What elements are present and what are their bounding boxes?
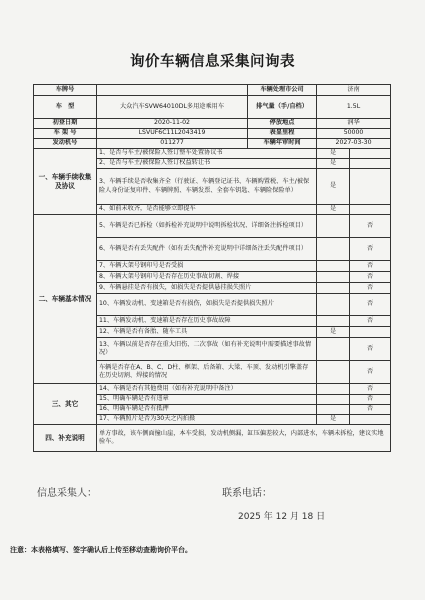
inquiry-form-table [33, 84, 391, 452]
collector-label: 信息采集人： [37, 488, 97, 499]
row-no: 否 [350, 361, 391, 384]
row-no: 否 [350, 384, 391, 395]
vin-value: LSVUF6C11L2043419 [97, 129, 248, 139]
row-yes: 是 [317, 415, 350, 425]
row-text: 车辆是否存在A、B、C、D柱、框架、后备箱、大梁、车顶、发动机引擎盖存在历史切割、焊接的情况 [97, 361, 317, 384]
row-no: 否 [350, 272, 391, 283]
row-yes [317, 294, 350, 316]
row-yes [317, 316, 350, 327]
row-text: 6、车辆是否有丢失配件（如有丢失配件补充说明中详细备注丢失配件项目） [97, 238, 317, 261]
row-no [350, 205, 391, 215]
row-text: 13、车辆以前是否存在重大旧伤、二次事故（如有补充说明中需要描述事故情况） [97, 338, 317, 361]
mileage-value: 50000 [317, 129, 391, 139]
row-text: 10、车辆发动机、变速箱是否有损伤，如损失是否提供损失照片 [97, 294, 317, 316]
model-value: 大众汽车SVW64010DL多用途乘用车 [97, 96, 248, 119]
row-no: 否 [350, 261, 391, 272]
row-no [350, 327, 391, 338]
row-no: 否 [350, 405, 391, 415]
plate-label: 车牌号 [34, 85, 97, 96]
row-text: 16、明确车辆是否有抵押 [97, 405, 317, 415]
location-value: 济南 [317, 85, 391, 96]
row-text: 8、车辆大架号钢印号是否存在历史事故切割、焊接 [97, 272, 317, 283]
row-no: 否 [350, 283, 391, 294]
row-yes [317, 361, 350, 384]
section-remarks: 四、补充说明 [34, 425, 97, 452]
row-yes: 是 [317, 169, 350, 205]
row-no [350, 169, 391, 205]
row-text: 5、车辆是否已拆检（如拆检补充说明中说明拆检状况、详细备注拆检项目） [97, 215, 317, 238]
section-procedures: 一、车辆手续收集及协议 [34, 149, 97, 215]
form-title: 询价车辆信息采集问询表 [130, 54, 295, 70]
location-label: 车辆处理市公司 [248, 85, 317, 96]
row-text: 12、车辆是否有备胎、随车工具 [97, 327, 317, 338]
engine-label: 发动机号 [34, 139, 97, 149]
row-no [350, 149, 391, 159]
row-text: 3、车辆手续是否收集齐全（行驶证、车辆登记证书、车辆购置税、车主/被保险人身份证复印件、车辆牌照、车辆发票、全套车钥匙、车辆险保险单） [97, 169, 317, 205]
reg-date-label: 初登日期 [34, 119, 97, 129]
row-yes [317, 405, 350, 415]
vin-label: 车 架 号 [34, 129, 97, 139]
row-yes [317, 384, 350, 395]
remark-text: 单方事故，该车侧面撞山崖，本车受损，发动机侧漏，缸压偏差较大，内部进水，车辆未拆检，建议实地验车。 [97, 425, 391, 452]
row-text: 17、车辆照片是否为30天之内拍摄 [97, 415, 317, 425]
row-yes: 是 [317, 327, 350, 338]
row-no [350, 159, 391, 169]
row-yes: 是 [317, 149, 350, 159]
row-yes [317, 238, 350, 261]
row-yes: 是 [317, 205, 350, 215]
reg-date-value: 2020-11-02 [97, 119, 248, 129]
row-text: 2、是否与车主/被保险人签订权益转让书 [97, 159, 317, 169]
park-label: 停放地点 [248, 119, 317, 129]
row-text: 9、车辆悬挂是否有损失，如损失是否提供悬挂损失照片 [97, 283, 317, 294]
row-text: 4、如前未收齐，是否能够立即提车 [97, 205, 317, 215]
row-yes [317, 215, 350, 238]
inspect-label: 车辆年审时间 [248, 139, 317, 149]
row-no: 否 [350, 395, 391, 405]
row-yes: 是 [317, 159, 350, 169]
mileage-label: 表显里程 [248, 129, 317, 139]
row-text: 7、车辆大架号钢印号是否受损 [97, 261, 317, 272]
upload-note: 注意：本表格填写、签字确认后上传至移动查勘询价平台。 [10, 546, 192, 554]
row-no: 否 [350, 338, 391, 361]
section-vehicle-condition: 二、车辆基本情况 [34, 215, 97, 384]
section-others: 三、其它 [34, 384, 97, 425]
engine-value: 011277 [97, 139, 248, 149]
row-no: 否 [350, 215, 391, 238]
form-date: 2025 年 12 月 18 日 [238, 512, 326, 522]
displacement-value: 1.5L [317, 96, 391, 119]
phone-label: 联系电话： [222, 488, 272, 499]
park-value: 润华 [317, 119, 391, 129]
inspect-value: 2027-03-30 [317, 139, 391, 149]
model-label: 车 型 [34, 96, 97, 119]
row-text: 11、车辆发动机、变速箱是否存在历史事故故障 [97, 316, 317, 327]
row-no: 否 [350, 316, 391, 327]
row-text: 1、是否与车主/被保险人签订整车处置协议书 [97, 149, 317, 159]
row-no: 否 [350, 294, 391, 316]
row-text: 14、车辆是否有其他费用（如有补充说明中备注） [97, 384, 317, 395]
displacement-label: 排气量（手/自档） [248, 96, 317, 119]
row-yes [317, 338, 350, 361]
row-no [350, 415, 391, 425]
row-yes [317, 272, 350, 283]
row-yes [317, 283, 350, 294]
row-text: 15、明确车辆是否有违章 [97, 395, 317, 405]
row-yes [317, 261, 350, 272]
plate-value [97, 85, 248, 96]
row-no: 否 [350, 238, 391, 261]
row-yes [317, 395, 350, 405]
